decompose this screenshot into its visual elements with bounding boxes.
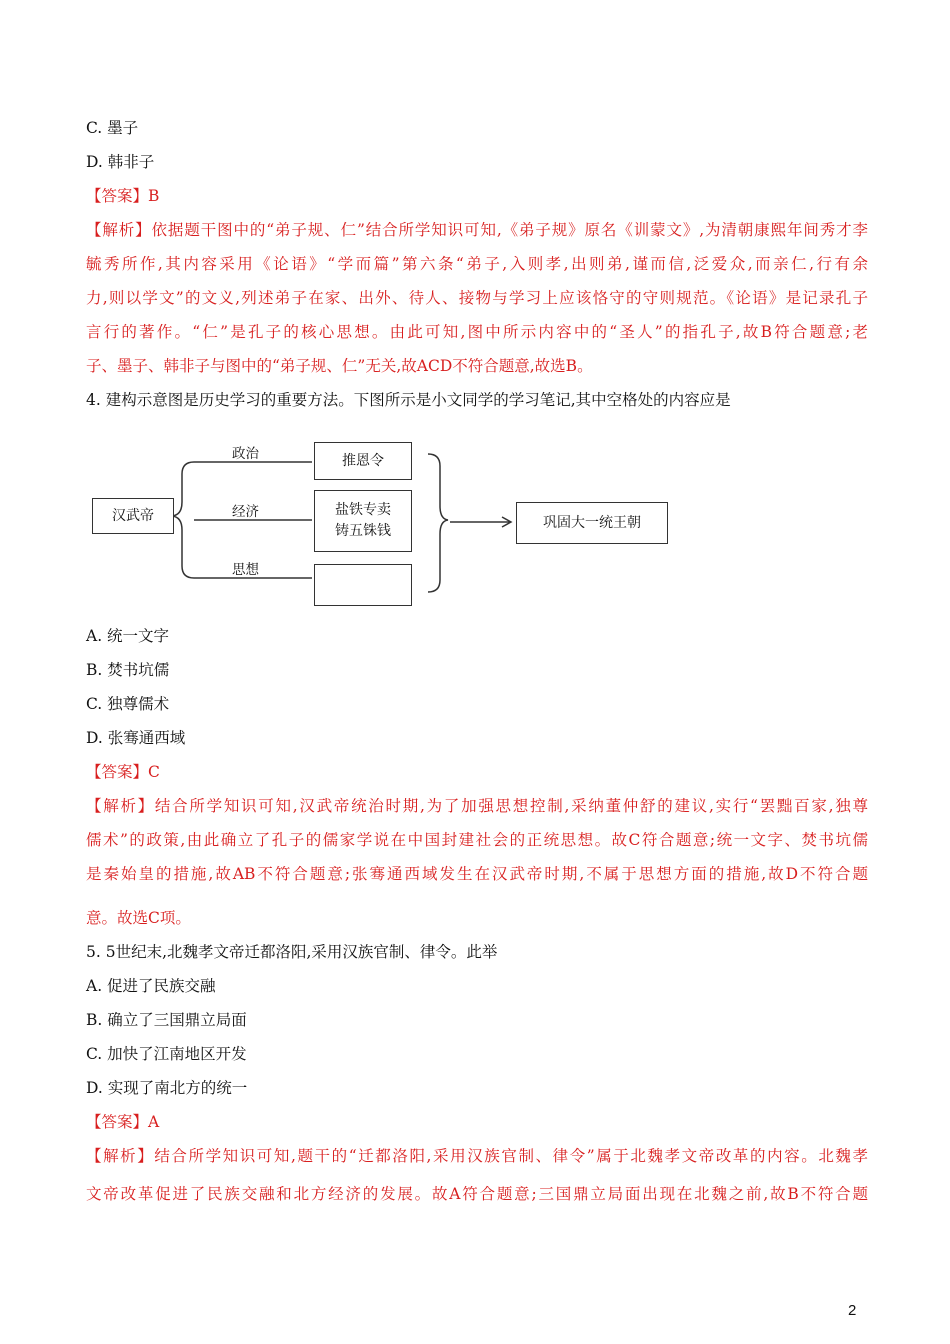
q4-analysis-line-1: 【解析】结合所学知识可知,汉武帝统治时期,为了加强思想控制,采纳董仲舒的建议,实行“罢黜百家,独尊 bbox=[86, 797, 868, 815]
label-thought: 思想 bbox=[232, 562, 259, 578]
analysis-tag: 【解析】 bbox=[86, 797, 155, 815]
q5-option-a: A. 促进了民族交融 bbox=[86, 977, 216, 995]
q3-analysis-line-1: 【解析】依据题干图中的“弟子规、仁”结合所学知识可知,《弟子规》原名《训蒙文》,为清朝康熙年间秀才李 bbox=[86, 221, 868, 239]
q4-option-a: A. 统一文字 bbox=[86, 627, 170, 645]
q4-option-c: C. 独尊儒术 bbox=[86, 695, 170, 713]
q4-analysis-line-4: 意。故选C项。 bbox=[86, 909, 191, 927]
right-brace bbox=[428, 454, 448, 592]
box-politics: 推恩令 bbox=[314, 442, 412, 480]
box-economy bbox=[314, 490, 412, 552]
q3-analysis-line-5: 子、墨子、韩非子与图中的“弟子规、仁”无关,故ACD不符合题意,故选B。 bbox=[86, 357, 593, 375]
box-economy-line-2: 铸五铢钱 bbox=[335, 523, 391, 539]
box-economy-line-1: 盐铁专卖 bbox=[335, 502, 391, 518]
label-politics: 政治 bbox=[232, 446, 259, 462]
q4-stem: 4. 建构示意图是历史学习的重要方法。下图所示是小文同学的学习笔记,其中空格处的内容应是 bbox=[86, 391, 731, 409]
q4-analysis-line-3: 是秦始皇的措施,故AB不符合题意;张骞通西域发生在汉武帝时期,不属于思想方面的措施,故D不符合题 bbox=[86, 865, 868, 883]
q3-option-c: C. 墨子 bbox=[86, 119, 139, 137]
q3-option-d: D. 韩非子 bbox=[86, 153, 155, 171]
box-thought-blank bbox=[314, 564, 412, 606]
left-brace bbox=[172, 462, 194, 578]
q3-analysis-line-3: 力,则以学文”的文义,列述弟子在家、出外、待人、接物与学习上应该恪守的守则规范。《论语》是记录孔子 bbox=[86, 289, 868, 307]
q3-analysis-line-2: 毓秀所作,其内容采用《论语》“学而篇”第六条“弟子,入则孝,出则弟,谨而信,泛爱众,而亲仁,行有余 bbox=[86, 255, 868, 273]
q3-analysis-line-4: 言行的著作。“仁”是孔子的核心思想。由此可知,图中所示内容中的“圣人”的指孔子,故B符合题意;老 bbox=[86, 323, 868, 341]
result-box: 巩固大一统王朝 bbox=[516, 502, 668, 544]
q5-option-c: C. 加快了江南地区开发 bbox=[86, 1045, 247, 1063]
analysis-tag: 【解析】 bbox=[86, 221, 152, 239]
root-box: 汉武帝 bbox=[92, 498, 174, 534]
q5-option-d: D. 实现了南北方的统一 bbox=[86, 1079, 248, 1097]
analysis-tag: 【解析】 bbox=[86, 1147, 155, 1165]
page-number: 2 bbox=[848, 1302, 857, 1319]
q4-option-d: D. 张骞通西域 bbox=[86, 729, 186, 747]
label-economy: 经济 bbox=[232, 504, 259, 520]
q5-stem: 5. 5世纪末,北魏孝文帝迁都洛阳,采用汉族官制、律令。此举 bbox=[86, 943, 498, 961]
q5-analysis-line-1: 【解析】结合所学知识可知,题干的“迁都洛阳,采用汉族官制、律令”属于北魏孝文帝改革的内容。北魏孝 bbox=[86, 1147, 868, 1165]
q4-answer: 【答案】C bbox=[86, 763, 160, 781]
q3-answer: 【答案】B bbox=[86, 187, 160, 205]
q4-concept-diagram bbox=[86, 440, 686, 610]
q4-option-b: B. 焚书坑儒 bbox=[86, 661, 170, 679]
q4-analysis-line-2: 儒术”的政策,由此确立了孔子的儒家学说在中国封建社会的正统思想。故C符合题意;统一文字、焚书坑儒 bbox=[86, 831, 868, 849]
q5-answer: 【答案】A bbox=[86, 1113, 160, 1131]
q5-analysis-line-2: 文帝改革促进了民族交融和北方经济的发展。故A符合题意;三国鼎立局面出现在北魏之前,故B不符合题 bbox=[86, 1185, 868, 1203]
q5-option-b: B. 确立了三国鼎立局面 bbox=[86, 1011, 247, 1029]
